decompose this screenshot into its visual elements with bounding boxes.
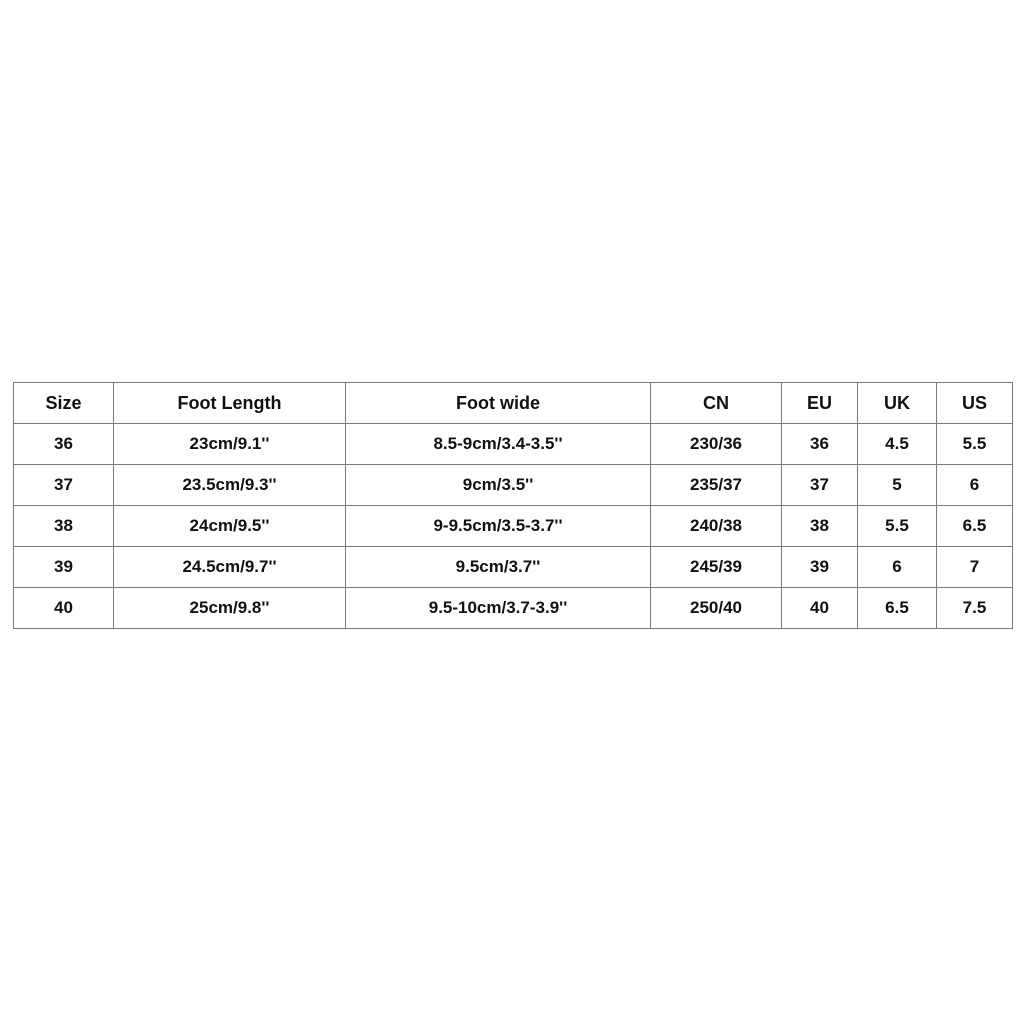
cell-size: 36 (14, 424, 114, 465)
cell-size: 37 (14, 465, 114, 506)
cell-size: 38 (14, 506, 114, 547)
cell-foot-length: 23.5cm/9.3'' (114, 465, 346, 506)
cell-size: 40 (14, 588, 114, 629)
cell-us: 6.5 (937, 506, 1013, 547)
cell-foot-wide: 9.5cm/3.7'' (346, 547, 651, 588)
cell-eu: 40 (782, 588, 858, 629)
header-eu: EU (782, 383, 858, 424)
cell-eu: 39 (782, 547, 858, 588)
cell-cn: 250/40 (651, 588, 782, 629)
cell-us: 5.5 (937, 424, 1013, 465)
cell-foot-wide: 9cm/3.5'' (346, 465, 651, 506)
header-foot-wide: Foot wide (346, 383, 651, 424)
cell-cn: 235/37 (651, 465, 782, 506)
cell-foot-wide: 9-9.5cm/3.5-3.7'' (346, 506, 651, 547)
cell-uk: 5 (858, 465, 937, 506)
cell-foot-length: 23cm/9.1'' (114, 424, 346, 465)
table-row (14, 547, 1013, 588)
header-uk: UK (858, 383, 937, 424)
cell-cn: 240/38 (651, 506, 782, 547)
table-row (14, 465, 1013, 506)
table-header-row (14, 383, 1013, 424)
cell-eu: 36 (782, 424, 858, 465)
cell-foot-length: 25cm/9.8'' (114, 588, 346, 629)
header-size: Size (14, 383, 114, 424)
header-foot-length: Foot Length (114, 383, 346, 424)
cell-foot-length: 24cm/9.5'' (114, 506, 346, 547)
cell-cn: 245/39 (651, 547, 782, 588)
table-row (14, 588, 1013, 629)
cell-uk: 6.5 (858, 588, 937, 629)
size-chart-table (13, 382, 1013, 629)
table-row (14, 506, 1013, 547)
header-us: US (937, 383, 1013, 424)
cell-uk: 6 (858, 547, 937, 588)
table-row (14, 424, 1013, 465)
cell-foot-wide: 9.5-10cm/3.7-3.9'' (346, 588, 651, 629)
cell-uk: 5.5 (858, 506, 937, 547)
cell-foot-wide: 8.5-9cm/3.4-3.5'' (346, 424, 651, 465)
cell-cn: 230/36 (651, 424, 782, 465)
cell-us: 7.5 (937, 588, 1013, 629)
cell-eu: 38 (782, 506, 858, 547)
cell-size: 39 (14, 547, 114, 588)
cell-foot-length: 24.5cm/9.7'' (114, 547, 346, 588)
cell-uk: 4.5 (858, 424, 937, 465)
cell-us: 7 (937, 547, 1013, 588)
cell-eu: 37 (782, 465, 858, 506)
header-cn: CN (651, 383, 782, 424)
cell-us: 6 (937, 465, 1013, 506)
